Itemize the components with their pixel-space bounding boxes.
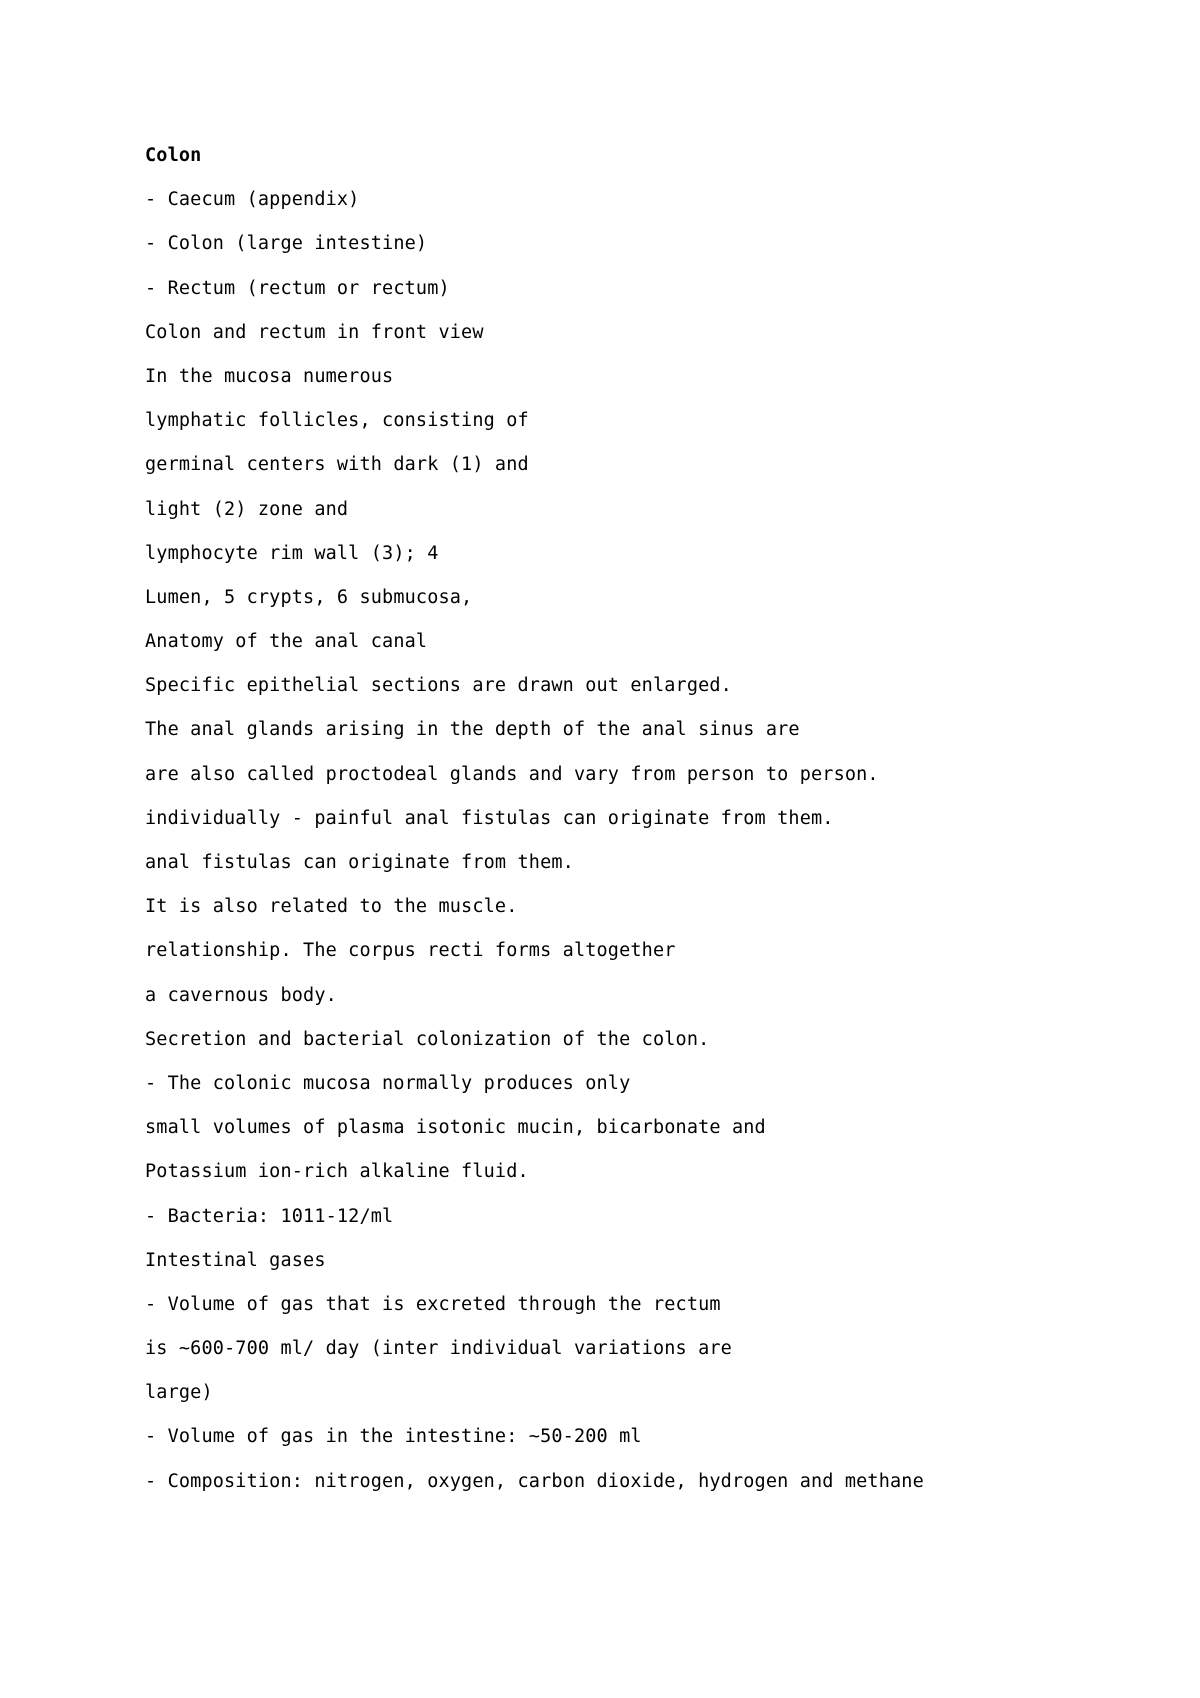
- text-line: Potassium ion-rich alkaline fluid.: [145, 1161, 529, 1183]
- text-line: - Composition: nitrogen, oxygen, carbon dioxide, hydrogen and methane: [145, 1470, 924, 1492]
- document-title: Colon: [145, 145, 202, 166]
- text-line: - The colonic mucosa normally produces only: [145, 1072, 631, 1094]
- text-line: Secretion and bacterial colonization of the colon.: [145, 1028, 710, 1050]
- text-line: - Caecum (appendix): [145, 189, 360, 211]
- text-line: germinal centers with dark (1) and: [145, 454, 529, 476]
- text-line: Intestinal gases: [145, 1249, 326, 1271]
- text-line: large): [145, 1382, 213, 1404]
- text-line: relationship. The corpus recti forms altogether: [145, 940, 676, 962]
- text-line: Colon and rectum in front view: [145, 321, 484, 343]
- text-line: lymphatic follicles, consisting of: [145, 410, 529, 432]
- text-line: In the mucosa numerous: [145, 365, 394, 387]
- text-line: individually - painful anal fistulas can originate from them.: [145, 807, 834, 829]
- text-line: - Bacteria: 1011-12/ml: [145, 1205, 394, 1227]
- text-line: are also called proctodeal glands and vary from person to person.: [145, 763, 879, 785]
- text-line: is ~600-700 ml/ day (inter individual variations are: [145, 1338, 732, 1360]
- text-line: Anatomy of the anal canal: [145, 631, 428, 653]
- text-line: light (2) zone and: [145, 498, 349, 520]
- text-line: Lumen, 5 crypts, 6 submucosa,: [145, 586, 473, 608]
- text-line: a cavernous body.: [145, 984, 337, 1006]
- text-line: It is also related to the muscle.: [145, 896, 518, 918]
- document-body: [145, 144, 1145, 1514]
- text-line: small volumes of plasma isotonic mucin, bicarbonate and: [145, 1117, 766, 1139]
- text-line: anal fistulas can originate from them.: [145, 852, 574, 873]
- text-line: - Volume of gas in the intestine: ~50-200 ml: [145, 1426, 642, 1448]
- text-line: Specific epithelial sections are drawn out enlarged.: [145, 675, 732, 697]
- text-line: - Volume of gas that is excreted through the rectum: [145, 1293, 721, 1315]
- text-line: - Colon (large intestine): [145, 233, 428, 255]
- text-line: lymphocyte rim wall (3); 4: [145, 542, 439, 564]
- text-line: The anal glands arising in the depth of the anal sinus are: [145, 719, 800, 741]
- text-line: - Rectum (rectum or rectum): [145, 277, 450, 299]
